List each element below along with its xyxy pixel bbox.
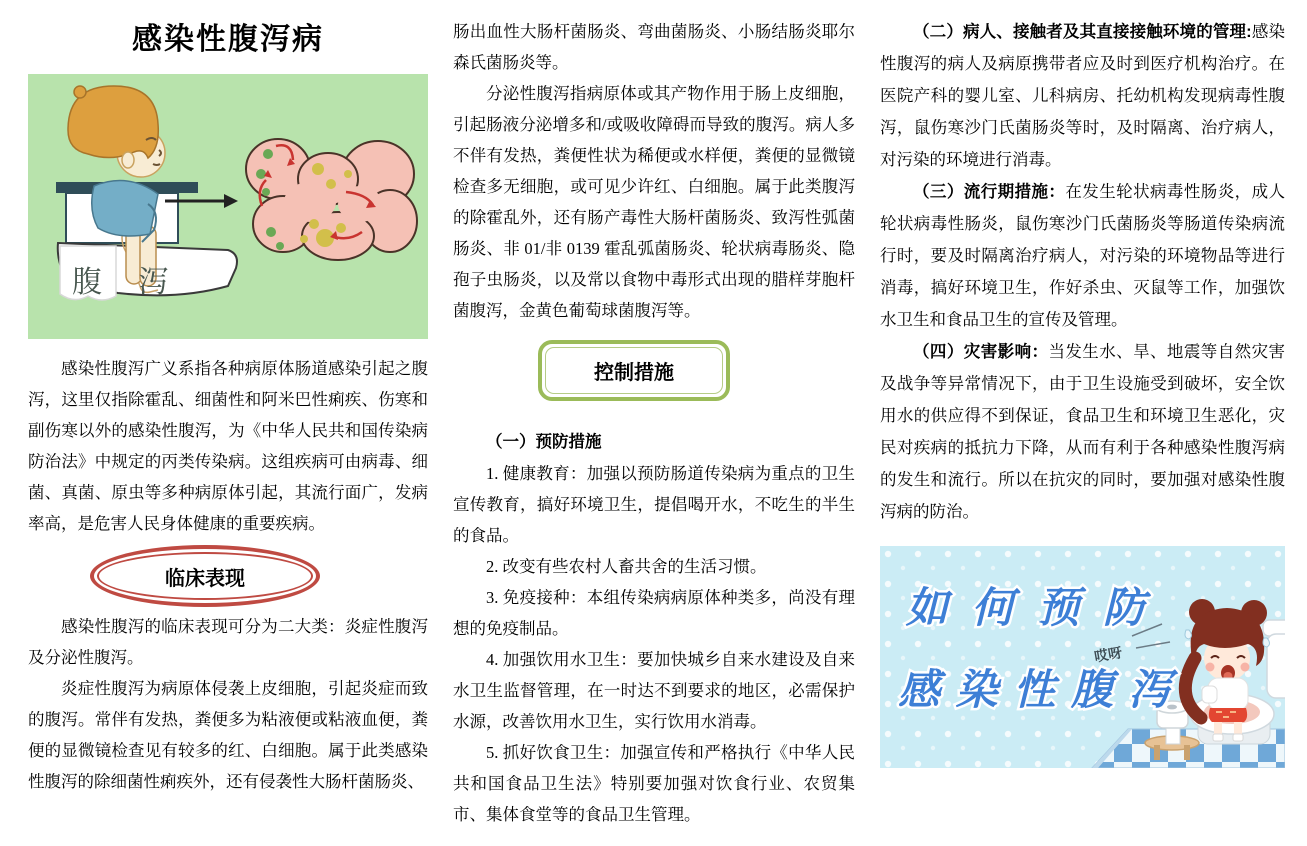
paragraph-clinical-1: 感染性腹泻的临床表现可分为二大类：炎症性腹泻及分泌性腹泻。 (28, 617, 428, 667)
control-measures-callout (538, 340, 730, 401)
list-item: 2. 改变有些农村人畜共舍的生活习惯。 (486, 557, 767, 576)
paragraph-continued: 肠出血性大肠杆菌肠炎、弯曲菌肠炎、小肠结肠炎耶尔森氏菌肠炎等。 (453, 22, 855, 72)
section-label: （二）病人、接触者及其直接接触环境的管理: (913, 23, 1252, 41)
speech-bubble-text: 哎呀 (1092, 643, 1124, 665)
diarrhea-cartoon-illustration (28, 74, 428, 339)
section-patient-management (880, 16, 1285, 176)
page-title: 感染性腹泻病 (132, 23, 324, 56)
list-item: 3. 免疫接种：本组传染病病原体种类多，尚没有理想的免疫制品。 (453, 588, 855, 638)
poster-title-line1: 如 何 预 防 (906, 584, 1152, 631)
column-right (880, 0, 1285, 768)
callout-box-inner (545, 347, 723, 394)
illustration-caption: 腹 泻 (72, 266, 183, 299)
section-text: 在发生轮状病毒性肠炎，成人轮状病毒性肠炎，鼠伤寒沙门氏菌肠炎等肠道传染病流行时，要及时隔离治疗病人，对污染的环境物品等进行消毒，搞好环境卫生，作好杀虫、灭鼠等工作，加强饮水卫生和食品卫生的宣传及管理。 (880, 182, 1286, 329)
clinical-manifestation-callout (90, 545, 320, 607)
column-left (28, 0, 428, 797)
callout-ellipse-outer (90, 545, 320, 607)
section-epidemic-measures (880, 176, 1285, 336)
prevention-poster-illustration (880, 546, 1285, 768)
poster-title-line2: 感 染 性 腹 泻 (898, 666, 1173, 713)
section-heading-prevention: （一）预防措施 (486, 433, 602, 451)
list-item: 5. 抓好饮食卫生：加强宣传和严格执行《中华人民共和国食品卫生法》特别要加强对饮食行业、农贸集市、集体食堂等的食品卫生管理。 (453, 743, 855, 824)
section-text: 感染性腹泻的病人及病原携带者应及时到医疗机构治疗。在医院产科的婴儿室、儿科病房、托幼机构发现病毒性腹泻，鼠伤寒沙门氏菌肠炎等时，及时隔离、治疗病人，对污染的环境进行消毒。 (880, 22, 1286, 169)
callout-label: 临床表现 (165, 567, 245, 590)
callout-ellipse-inner (97, 552, 313, 600)
section-text: 当发生水、旱、地震等自然灾害及战争等异常情况下，由于卫生设施受到破坏，安全饮用水的供应得不到保证，食品卫生和环境卫生恶化，灾民对疾病的抵抗力下降，从而有利于各种感染性腹泻病的发生和流行。所以在抗灾的同时，要加强对感染性腹泻病的防治。 (880, 342, 1286, 521)
paragraph-secretory: 分泌性腹泻指病原体或其产物作用于肠上皮细胞，引起肠液分泌增多和/或吸收障碍而导致的腹泻。病人多不伴有发热，粪便性状为稀便或水样便，粪便的显微镜检查多无细胞，或可见少许红、白细胞。属于此类腹泻的除霍乱外，还有肠产毒性大肠杆菌肠炎、致泻性弧菌肠炎、非 01/非 0139 霍乱弧菌肠炎、轮状病毒肠炎、隐孢子虫肠炎，以及常以食物中毒形式出现的腊样芽胞杆菌腹泻，金黄色葡萄球菌腹泻等。 (453, 84, 855, 320)
section-label: （三）流行期措施： (913, 183, 1066, 201)
callout-box-outer (538, 340, 730, 401)
paragraph-clinical-2: 炎症性腹泻为病原体侵袭上皮细胞，引起炎症而致的腹泻。常伴有发热，粪便多为粘液便或粘液血便，粪便的显微镜检查见有较多的红、白细胞。属于此类感染性腹泻的除细菌性痢疾外，还有侵袭性大肠杆菌肠炎、 (28, 679, 428, 791)
callout-label: 控制措施 (594, 362, 674, 384)
list-item: 4. 加强饮用水卫生：要加快城乡自来水建设及自来水卫生监督管理，在一时达不到要求的地区，必需保护水源，改善饮用水卫生，实行饮用水消毒。 (453, 650, 855, 731)
paragraph-intro: 感染性腹泻广义系指各种病原体肠道感染引起之腹泻，这里仅指除霍乱、细菌性和阿米巴性痢疾、伤寒和副伤寒以外的感染性腹泻，为《中华人民共和国传染病防治法》中规定的丙类传染病。这组疾病可由病毒、细菌、真菌、原虫等多种病原体引起，其流行面广，发病率高，是危害人民身体健康的重要疾病。 (28, 359, 428, 533)
section-label: （四）灾害影响： (913, 343, 1049, 361)
column-middle (453, 0, 855, 830)
list-item: 1. 健康教育：加强以预防肠道传染病为重点的卫生宣传教育，搞好环境卫生，提倡喝开水，不吃生的半生的食品。 (453, 464, 855, 545)
section-disaster-impact (880, 336, 1285, 528)
